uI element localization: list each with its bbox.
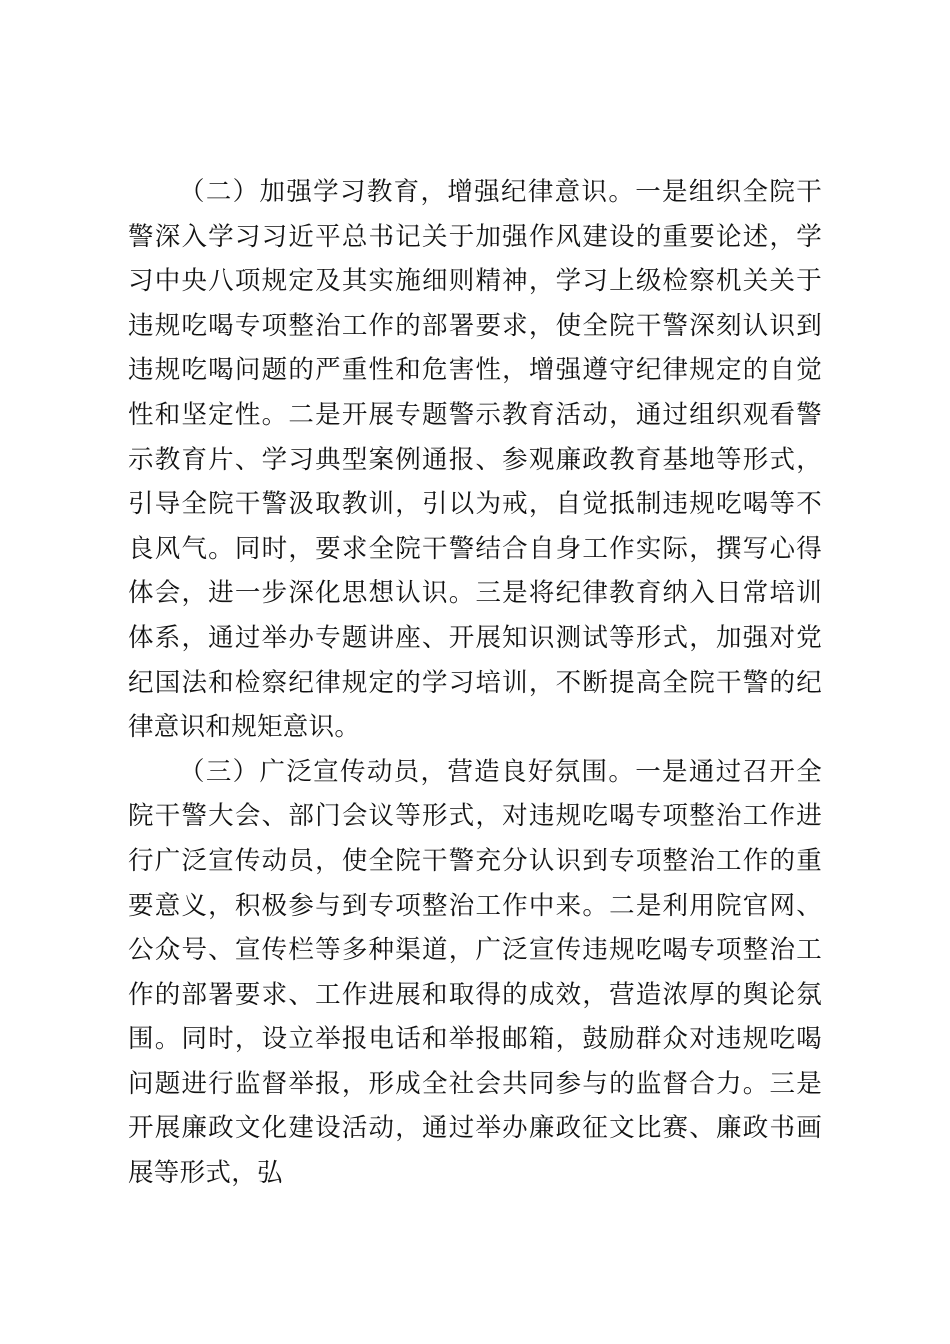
paragraph-publicity-mobilization: （三）广泛宣传动员，营造良好氛围。一是通过召开全院干警大会、部门会议等形式，对违规吃喝专项整治工作进行广泛宣传动员，使全院干警充分认识到专项整治工作的重要意义，积极参与到专项整治工作中来。二是利用院官网、公众号、宣传栏等多种渠道，广泛宣传违规吃喝专项整治工作的部署要求、工作进展和取得的成效，营造浓厚的舆论氛围。同时，设立举报电话和举报邮箱，鼓励群众对违规吃喝问题进行监督举报，形成全社会共同参与的监督合力。三是开展廉政文化建设活动，通过举办廉政征文比赛、廉政书画展等形式，弘 bbox=[128, 756, 822, 1189]
document-body bbox=[128, 170, 822, 1196]
paragraph-study-education: （二）加强学习教育，增强纪律意识。一是组织全院干警深入学习习近平总书记关于加强作风建设的重要论述，学习中央八项规定及其实施细则精神，学习上级检察机关关于违规吃喝专项整治工作的部署要求，使全院干警深刻认识到违规吃喝问题的严重性和危害性，增强遵守纪律规定的自觉性和坚定性。二是开展专题警示教育活动，通过组织观看警示教育片、学习典型案例通报、参观廉政教育基地等形式，引导全院干警汲取教训，引以为戒，自觉抵制违规吃喝等不良风气。同时，要求全院干警结合自身工作实际，撰写心得体会，进一步深化思想认识。三是将纪律教育纳入日常培训体系，通过举办专题讲座、开展知识测试等形式，加强对党纪国法和检察纪律规定的学习培训，不断提高全院干警的纪律意识和规矩意识。 bbox=[128, 177, 822, 743]
